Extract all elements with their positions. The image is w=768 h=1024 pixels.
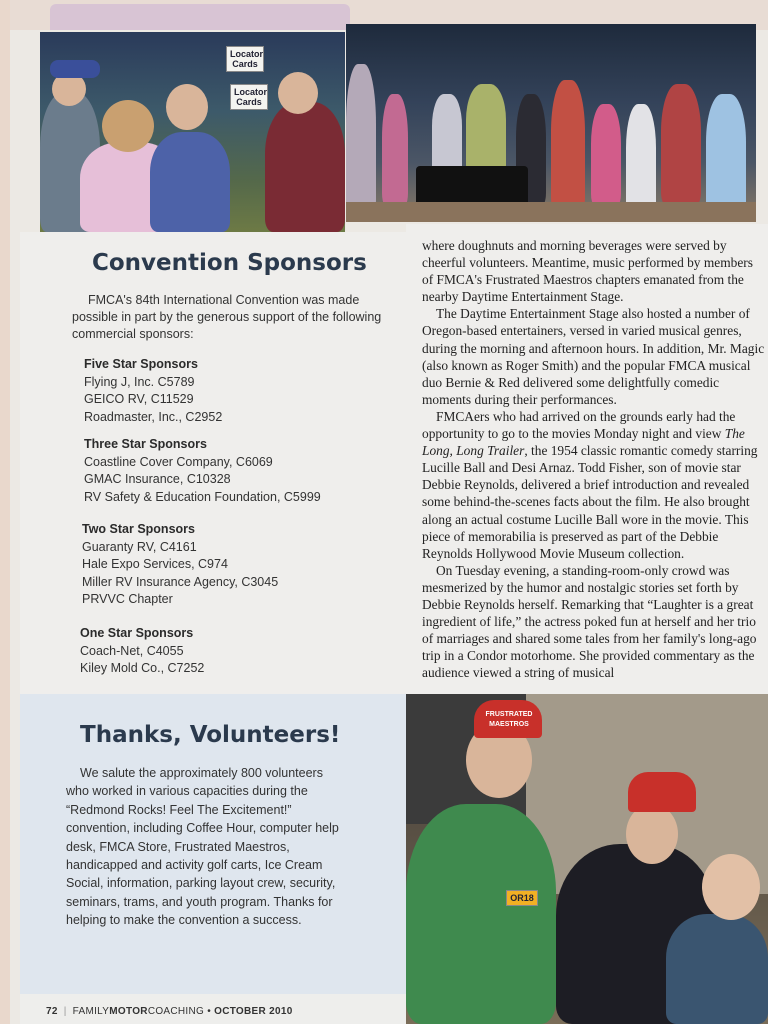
name-badge: OR18 — [506, 890, 538, 906]
sponsor-item: Hale Expo Services, C974 — [82, 557, 228, 571]
tier-one-star — [80, 625, 390, 678]
sponsor-item: Guaranty RV, C4161 — [82, 539, 197, 554]
volunteers-heading: Thanks, Volunteers! — [80, 722, 341, 748]
tier-two-star — [82, 521, 392, 609]
movie-title: The Long, Long Trailer — [422, 426, 745, 459]
article-paragraph: where doughnuts and morning beverages were served by cheerful volunteers. Meantime, music performed by members of FMCA's Frustrated Maestros chapters emanated from the nearby Daytime Entertainment Stage. — [422, 238, 753, 305]
page-number: 72 — [46, 1006, 58, 1017]
article-body — [422, 237, 766, 681]
volunteers-text: We salute the approximately 800 volunteers who worked in various capacities during the “Redmond Rocks! Feel The Excitement!” convention, including Coffee Hour, computer help desk, FMCA Store, Frustrated Maestros, handicapped and activity golf carts, Ice Cream Social, information, parking layout crew, security, seminars, trams, and youth program. Thanks for helping to make the convention a success. — [66, 766, 339, 928]
sponsor-item: GMAC Insurance, C10328 — [84, 472, 231, 486]
magazine-name: FAMILYMOTORCOACHING — [72, 1006, 205, 1017]
issue-date: OCTOBER 2010 — [214, 1006, 293, 1017]
sponsor-item: RV Safety & Education Foundation, C5999 — [84, 489, 321, 504]
sponsor-item: PRVVC Chapter — [82, 592, 173, 606]
photo-convention-crowd — [40, 32, 345, 232]
sponsor-item: Flying J, Inc. C5789 — [84, 374, 195, 389]
article-paragraph: The Daytime Entertainment Stage also hosted a number of Oregon-based entertainers, versed in varied musical genres, during the morning and afternoon hours. In addition, Mr. Magic (also known as Roger Smith) and the popular FMCA musical duo Bernie & Red delivered some delightfully comedic moments during their performances. — [422, 306, 765, 407]
page-footer: 72 | FAMILYMOTORCOACHING • OCTOBER 2010 — [46, 1006, 293, 1017]
sponsor-item: Miller RV Insurance Agency, C3045 — [82, 574, 279, 589]
sponsors-heading: Convention Sponsors — [92, 250, 367, 276]
sponsor-item: GEICO RV, C11529 — [84, 392, 194, 406]
binder-tab — [50, 4, 350, 30]
tier-heading: Three Star Sponsors — [84, 437, 207, 451]
sponsor-item: Coach-Net, C4055 — [80, 643, 184, 658]
hat-logo: FRUSTRATED MAESTROS — [485, 711, 533, 728]
locator-cards-sign-2: Locator Cards — [230, 84, 268, 110]
magazine-page — [10, 0, 768, 1024]
tier-five-star — [84, 356, 394, 426]
tier-heading: Five Star Sponsors — [84, 357, 198, 371]
sponsors-intro: FMCA's 84th International Convention was made possible in part by the generous support of the following commercial sponsors: — [72, 293, 382, 341]
photo-frustrated-maestros — [406, 694, 768, 1024]
sponsor-item: Roadmaster, Inc., C2952 — [84, 409, 223, 424]
article-paragraph: On Tuesday evening, a standing-room-only crowd was mesmerized by the humor and nostalgic stories set forth by Debbie Reynolds herself. Remarking that “Laughter is a great ingredient of life,” the actress poked fun at herself and her trio of marriages and shared some tales from her family's long-ago trip in a Condor motorhome. She provided commentary as the audience viewed a string of musical — [422, 562, 757, 681]
tier-heading: Two Star Sponsors — [82, 522, 195, 536]
locator-cards-sign: Locator Cards — [226, 46, 264, 72]
tier-three-star — [84, 436, 394, 506]
sponsor-item: Kiley Mold Co., C7252 — [80, 661, 205, 675]
photo-dancers-on-stage — [346, 24, 756, 222]
sponsor-item: Coastline Cover Company, C6069 — [84, 454, 273, 469]
tier-heading: One Star Sponsors — [80, 626, 194, 640]
article-paragraph: FMCAers who had arrived on the grounds early had the opportunity to go to the movies Monday night and view The Long, Long Trailer, the 1954 classic romantic comedy starring Lucille Ball and Desi Arnaz. Todd Fisher, son of movie star Debbie Reynolds, delivered a brief introduction and revealed some behind-the-scenes facts about the film. He also brought along an actual costume Lucille Ball wore in the movie. This piece of memorabilia is preserved as part of the Debbie Reynolds Hollywood Movie Museum collection. — [422, 408, 758, 561]
